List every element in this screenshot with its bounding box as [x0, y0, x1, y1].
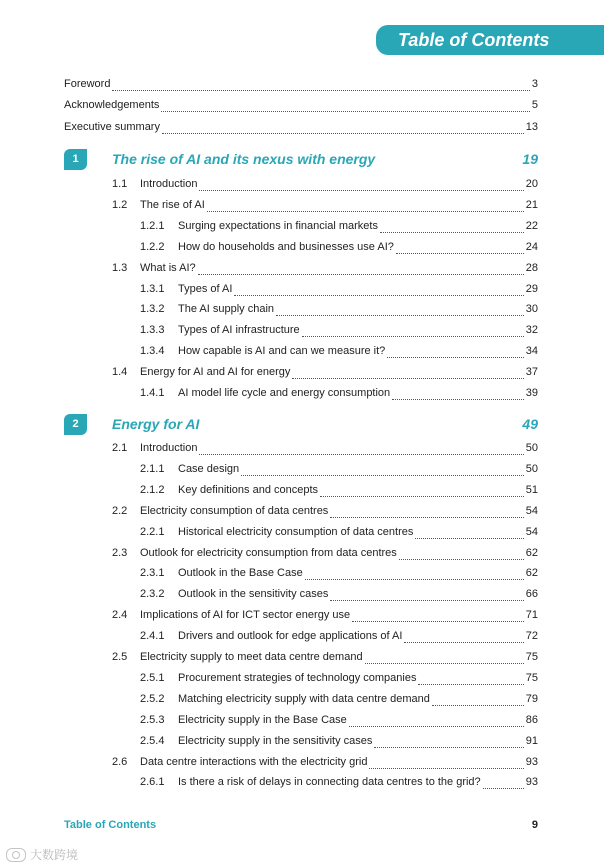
toc-entry-number: 1.3 — [112, 262, 128, 274]
chapter-heading[interactable] — [64, 413, 538, 435]
toc-entry-number: 1.4 — [112, 366, 128, 378]
dot-leader — [387, 346, 523, 358]
dot-leader — [302, 325, 524, 337]
toc-entry-page: 66 — [525, 588, 538, 600]
toc-entry-page: 93 — [525, 776, 538, 788]
toc-entry-page: 29 — [525, 283, 538, 295]
toc-entry-number: 2.2 — [112, 505, 128, 517]
toc-entry-number: 2.6 — [112, 756, 128, 768]
toc-entry-label: AI model life cycle and energy consumption — [178, 387, 391, 399]
toc-subsection-entry[interactable] — [140, 734, 538, 748]
toc-entry-number: 2.6.1 — [140, 776, 165, 788]
dot-leader — [380, 221, 524, 233]
dot-leader — [198, 263, 524, 275]
dot-leader — [392, 388, 524, 400]
toc-subsection-entry[interactable] — [140, 282, 538, 296]
toc-entry-label: Surging expectations in financial markets — [178, 220, 378, 232]
toc-entry-page: 51 — [525, 484, 538, 496]
toc-entry-label: The rise of AI — [140, 199, 205, 211]
dot-leader — [399, 548, 524, 560]
toc-entry-label: Procurement strategies of technology companies — [178, 672, 417, 684]
dot-leader — [352, 610, 524, 622]
toc-entry-number: 1.4.1 — [140, 387, 165, 399]
dot-leader — [396, 242, 524, 254]
toc-entry-label: Electricity consumption of data centres — [140, 505, 329, 517]
dot-leader — [276, 304, 524, 316]
toc-entry-number: 2.3.2 — [140, 588, 165, 600]
dot-leader — [292, 367, 523, 379]
toc-entry-label: Is there a risk of delays in connecting data centres to the grid? — [178, 776, 481, 788]
toc-section-entry[interactable] — [112, 198, 538, 212]
chapter-page: 19 — [522, 151, 538, 167]
dot-leader — [305, 568, 524, 580]
toc-entry-number: 2.5.3 — [140, 714, 165, 726]
toc-section-entry[interactable] — [112, 261, 538, 275]
chapter-title: The rise of AI and its nexus with energy — [112, 151, 376, 167]
toc-entry-number: 2.5.1 — [140, 672, 165, 684]
toc-entry-page: 24 — [525, 241, 538, 253]
toc-entry-number: 1.2.2 — [140, 241, 165, 253]
dot-leader — [374, 736, 523, 748]
toc-front-matter-entry[interactable] — [64, 77, 538, 91]
dot-leader — [241, 464, 524, 476]
toc-entry-page: 72 — [525, 630, 538, 642]
toc-entry-number: 2.4 — [112, 609, 128, 621]
toc-front-matter-entry[interactable] — [64, 98, 538, 112]
toc-entry-label: Case design — [178, 463, 240, 475]
dot-leader — [161, 100, 529, 112]
toc-subsection-entry[interactable] — [140, 775, 538, 789]
toc-entry-label: What is AI? — [140, 262, 196, 274]
toc-section-entry[interactable] — [112, 755, 538, 769]
toc-entry-number: 2.5.4 — [140, 735, 165, 747]
toc-entry-label: Electricity supply in the sensitivity cases — [178, 735, 373, 747]
toc-entry-label: How do households and businesses use AI? — [178, 241, 394, 253]
dot-leader — [349, 715, 524, 727]
chapter-title: Energy for AI — [112, 416, 200, 432]
toc-entry-label: Energy for AI and AI for energy — [140, 366, 291, 378]
chapter-heading[interactable] — [64, 148, 538, 170]
toc-entry-page: 5 — [531, 99, 538, 111]
watermark — [6, 846, 78, 863]
footer-page-number: 9 — [531, 819, 538, 831]
toc-entry-number: 1.3.2 — [140, 303, 165, 315]
toc-section-entry[interactable] — [112, 441, 538, 455]
toc-subsection-entry[interactable] — [140, 302, 538, 316]
toc-entry-page: 37 — [525, 366, 538, 378]
toc-entry-page: 13 — [525, 121, 538, 133]
toc-entry-page: 54 — [525, 526, 538, 538]
toc-entry-label: Historical electricity consumption of data centres — [178, 526, 414, 538]
dot-leader — [483, 777, 524, 789]
chapter-page: 49 — [522, 416, 538, 432]
toc-entry-number: 2.4.1 — [140, 630, 165, 642]
chapter-number-badge: 1 — [64, 149, 87, 170]
toc-entry-number: 2.1 — [112, 442, 128, 454]
toc-entry-number: 2.1.1 — [140, 463, 165, 475]
toc-entry-page: 28 — [525, 262, 538, 274]
dot-leader — [320, 485, 524, 497]
toc-entry-page: 54 — [525, 505, 538, 517]
toc-entry-page: 22 — [525, 220, 538, 232]
toc-entry-page: 75 — [525, 672, 538, 684]
toc-entry-page: 21 — [525, 199, 538, 211]
toc-entry-label: Key definitions and concepts — [178, 484, 319, 496]
toc-entry-number: 2.2.1 — [140, 526, 165, 538]
watermark-logo-icon — [6, 848, 26, 862]
toc-entry-label: Types of AI infrastructure — [178, 324, 300, 336]
toc-subsection-entry[interactable] — [140, 671, 538, 685]
toc-entry-label: Introduction — [140, 442, 198, 454]
toc-entry-page: 93 — [525, 756, 538, 768]
toc-entry-page: 79 — [525, 693, 538, 705]
dot-leader — [199, 179, 523, 191]
toc-section-entry[interactable] — [112, 546, 538, 560]
dot-leader — [330, 506, 523, 518]
toc-subsection-entry[interactable] — [140, 240, 538, 254]
toc-entry-page: 34 — [525, 345, 538, 357]
toc-section-entry[interactable] — [112, 177, 538, 191]
toc-subsection-entry[interactable] — [140, 483, 538, 497]
page-title: Table of Contents — [398, 30, 550, 50]
toc-entry-number: 2.3.1 — [140, 567, 165, 579]
toc-subsection-entry[interactable] — [140, 386, 538, 400]
toc-entry-page: 30 — [525, 303, 538, 315]
toc-entry-label: How capable is AI and can we measure it? — [178, 345, 386, 357]
toc-entry-label: Drivers and outlook for edge applications of AI — [178, 630, 403, 642]
toc-entry-page: 71 — [525, 609, 538, 621]
toc-subsection-entry[interactable] — [140, 566, 538, 580]
toc-entry-label: Outlook for electricity consumption from data centres — [140, 547, 397, 559]
toc-entry-page: 86 — [525, 714, 538, 726]
dot-leader — [234, 284, 523, 296]
toc-entry-label: Outlook in the Base Case — [178, 567, 303, 579]
dot-leader — [207, 200, 524, 212]
toc-entry-label: Electricity supply in the Base Case — [178, 714, 347, 726]
toc-entry-page: 75 — [525, 651, 538, 663]
toc-subsection-entry[interactable] — [140, 219, 538, 233]
toc-entry-page: 3 — [531, 78, 538, 90]
toc-entry-page: 39 — [525, 387, 538, 399]
chapter-number-badge: 2 — [64, 414, 87, 435]
toc-entry-page: 62 — [525, 547, 538, 559]
toc-entry-number: 1.3.1 — [140, 283, 165, 295]
toc-entry-label: Acknowledgements — [64, 99, 160, 111]
toc-entry-page: 50 — [525, 463, 538, 475]
toc-entry-label: Electricity supply to meet data centre demand — [140, 651, 363, 663]
toc-entry-page: 20 — [525, 178, 538, 190]
toc-subsection-entry[interactable] — [140, 344, 538, 358]
dot-leader — [330, 589, 523, 601]
dot-leader — [199, 443, 523, 455]
toc-subsection-entry[interactable] — [140, 525, 538, 539]
dot-leader — [369, 757, 523, 769]
toc-entry-label: Types of AI — [178, 283, 233, 295]
toc-entry-page: 62 — [525, 567, 538, 579]
toc-entry-number: 2.5.2 — [140, 693, 165, 705]
toc-entry-label: Implications of AI for ICT sector energy use — [140, 609, 351, 621]
toc-section-entry[interactable] — [112, 650, 538, 664]
toc-subsection-entry[interactable] — [140, 713, 538, 727]
toc-entry-number: 1.3.4 — [140, 345, 165, 357]
toc-entry-number: 2.1.2 — [140, 484, 165, 496]
toc-subsection-entry[interactable] — [140, 587, 538, 601]
toc-section-entry[interactable] — [112, 365, 538, 379]
footer-title: Table of Contents — [64, 819, 157, 831]
dot-leader — [432, 694, 524, 706]
toc-entry-number: 2.5 — [112, 651, 128, 663]
toc-section-entry[interactable] — [112, 504, 538, 518]
toc-entry-label: Matching electricity supply with data centre demand — [178, 693, 430, 705]
toc-entry-number: 1.2 — [112, 199, 128, 211]
toc-entry-label: Executive summary — [64, 121, 160, 133]
toc-front-matter-entry[interactable] — [64, 120, 538, 134]
toc-entry-label: Introduction — [140, 178, 198, 190]
dot-leader — [162, 122, 524, 134]
toc-entry-page: 50 — [525, 442, 538, 454]
toc-entry-label: The AI supply chain — [178, 303, 275, 315]
toc-entry-page: 91 — [525, 735, 538, 747]
watermark-text: 大数跨境 — [30, 848, 79, 862]
toc-entry-label: Foreword — [64, 78, 111, 90]
dot-leader — [418, 673, 523, 685]
toc-entry-page: 32 — [525, 324, 538, 336]
toc-entry-label: Data centre interactions with the electricity grid — [140, 756, 368, 768]
toc-subsection-entry[interactable] — [140, 323, 538, 337]
toc-entry-number: 1.3.3 — [140, 324, 165, 336]
toc-entry-number: 1.1 — [112, 178, 128, 190]
toc-subsection-entry[interactable] — [140, 629, 538, 643]
toc-subsection-entry[interactable] — [140, 462, 538, 476]
dot-leader — [415, 527, 523, 539]
dot-leader — [365, 652, 524, 664]
toc-section-entry[interactable] — [112, 608, 538, 622]
toc-entry-number: 1.2.1 — [140, 220, 165, 232]
toc-entry-label: Outlook in the sensitivity cases — [178, 588, 329, 600]
toc-subsection-entry[interactable] — [140, 692, 538, 706]
dot-leader — [404, 631, 523, 643]
dot-leader — [112, 79, 529, 91]
toc-entry-number: 2.3 — [112, 547, 128, 559]
